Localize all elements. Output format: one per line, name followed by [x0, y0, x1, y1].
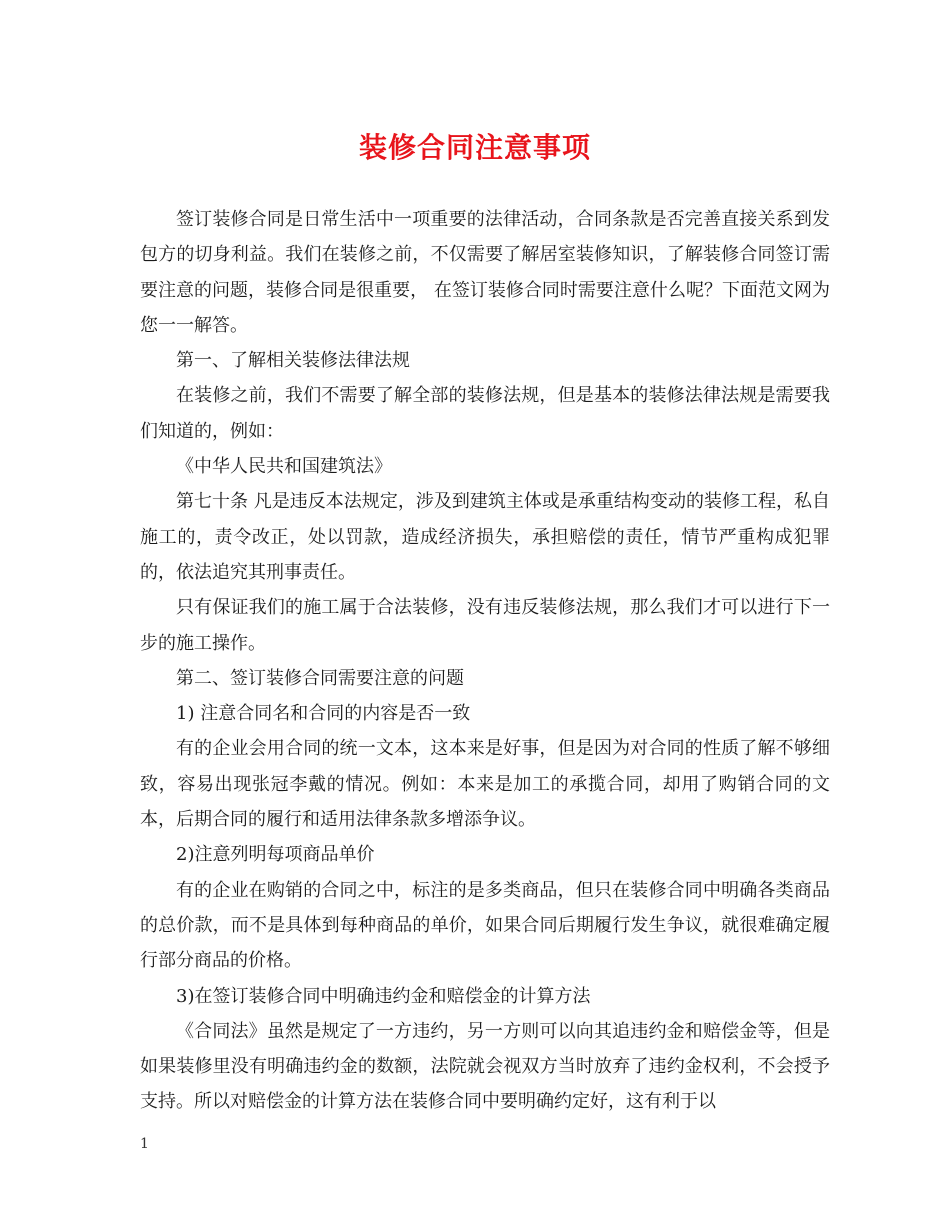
paragraph: 《合同法》虽然是规定了一方违约，另一方则可以向其追违约金和赔偿金等，但是如果装修里没有明确违约金的数额，法院就会视双方当时放弃了违约金权利，不会授予支持。所以对赔偿金的计算方法在装修合同中要明确约定好，这有利于以 [140, 1020, 830, 1113]
paragraph: 有的企业在购销的合同之中，标注的是多类商品，但只在装修合同中明确各类商品的总价款，而不是具体到每种商品的单价，如果合同后期履行发生争议，就很难确定履行部分商品的价格。 [140, 879, 830, 972]
paragraph: 有的企业会用合同的统一文本，这本来是好事，但是因为对合同的性质了解不够细致，容易出现张冠李戴的情况。例如：本来是加工的承揽合同，却用了购销合同的文本，后期合同的履行和适用法律条款多增添争议。 [140, 738, 830, 831]
paragraph: 只有保证我们的施工属于合法装修，没有违反装修法规，那么我们才可以进行下一步的施工操作。 [140, 597, 830, 654]
law-article: 第七十条 凡是违反本法规定，涉及到建筑主体或是承重结构变动的装修工程，私自施工的，责令改正，处以罚款，造成经济损失，承担赔偿的责任，情节严重构成犯罪的，依法追究其刑事责任。 [140, 491, 830, 583]
section-heading-2: 第二、签订装修合同需要注意的问题 [176, 667, 464, 689]
list-item-heading: 3)在签订装修合同中明确违约金和赔偿金的计算方法 [176, 985, 591, 1007]
list-item-heading: 1) 注意合同名和合同的内容是否一致 [176, 703, 471, 725]
document-body [140, 202, 830, 1120]
law-title: 《中华人民共和国建筑法》 [176, 456, 392, 478]
section-heading-1: 第一、了解相关装修法律法规 [176, 350, 410, 372]
document-title: 装修合同注意事项 [358, 131, 591, 164]
paragraph: 在装修之前，我们不需要了解全部的装修法规，但是基本的装修法律法规是需要我们知道的，例如： [140, 385, 830, 442]
list-item-heading: 2)注意列明每项商品单价 [176, 844, 375, 866]
page-number: 1 [140, 1136, 149, 1152]
paragraph-intro: 签订装修合同是日常生活中一项重要的法律活动，合同条款是否完善直接关系到发包方的切身利益。我们在装修之前，不仅需要了解居室装修知识，了解装修合同签订需要注意的问题，装修合同是很重要， 在签订装修合同时需要注意什么呢？下面范文网为您一一解答。 [140, 209, 830, 336]
